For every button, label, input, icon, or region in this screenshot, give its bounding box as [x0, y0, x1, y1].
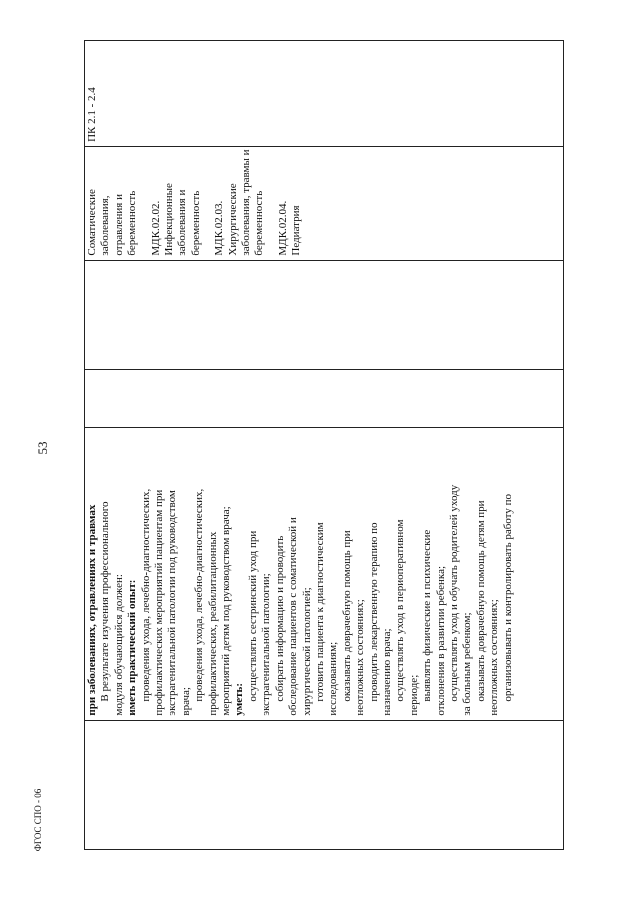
- requirements-cell: [85, 427, 564, 720]
- text-line: осуществлять сестринский уход при: [246, 530, 259, 702]
- text-line: оказывать доврачебную помощь при: [340, 530, 353, 702]
- text-line: осуществлять уход и обучать родителей уходу: [447, 484, 460, 702]
- mdk-cell: [85, 146, 564, 260]
- text-line: выявлять физические и психические: [421, 529, 434, 702]
- text-line: В результате изучения профессионального: [99, 501, 112, 702]
- text-line: назначению врача;: [380, 628, 393, 716]
- text-line: организовывать и контролировать работу по: [501, 494, 514, 702]
- text-line: проведения ухода, лечебно-диагностических,: [193, 488, 206, 702]
- spacer: [203, 151, 213, 256]
- text-line: готовить пациента к диагностическим: [313, 522, 326, 702]
- text-line: проводить лекарственную терапию по: [367, 522, 380, 702]
- empty-cell-middle: [85, 260, 564, 370]
- text-line: неотложных состояниях;: [488, 599, 501, 716]
- spacer: [140, 151, 150, 256]
- mdk-line: беременность: [189, 190, 202, 256]
- competence-cell: [85, 41, 564, 147]
- spacer: [267, 151, 277, 256]
- mdk-line: МДК.02.04.: [276, 200, 289, 256]
- text-line: хирургической патологией;: [300, 587, 313, 716]
- text-line: модуля обучающийся должен:: [112, 574, 125, 716]
- mdk-line: беременность: [126, 190, 139, 256]
- mdk-line: заболевания,: [99, 195, 112, 256]
- text-line: исследованиям;: [327, 641, 340, 716]
- empty-cell-left: [85, 720, 564, 849]
- mdk-line: заболевания, травмы и: [240, 149, 253, 256]
- competence-code: ПК 2.1 - 2.4: [86, 87, 98, 142]
- text-line: экстрагенитальной патологии под руководством: [166, 490, 179, 716]
- mdk-line: Соматические: [86, 189, 98, 256]
- text-line: оказывать доврачебную помощь детям при: [474, 500, 487, 702]
- text-line: за больным ребенком;: [461, 612, 474, 716]
- text-line: иметь практический опыт:: [126, 579, 139, 716]
- text-line: профилактических мероприятий пациентам при: [153, 489, 166, 716]
- text-line: проведения ухода, лечебно-диагностических,: [139, 488, 152, 702]
- mdk-line: заболевания и: [176, 189, 189, 256]
- mdk-line: МДК.02.03.: [213, 200, 226, 256]
- text-line: неотложных состояниях;: [354, 599, 367, 716]
- mdk-line: отравления и: [112, 194, 125, 256]
- text-line: профилактических, реабилитационных: [206, 531, 219, 716]
- text-line: отклонения в развитии ребенка;: [434, 565, 447, 716]
- text-line: осуществлять уход в периоперативном: [394, 519, 407, 702]
- page-number: 53: [35, 441, 50, 455]
- curriculum-table: [84, 40, 564, 850]
- mdk-line: МДК.02.02.: [149, 200, 162, 256]
- text-line: при заболеваниях, отравлениях и травмах: [86, 504, 98, 716]
- mdk-line: Инфекционные: [163, 183, 176, 256]
- text-line: врача;: [179, 687, 192, 716]
- mdk-line: Хирургические: [226, 183, 239, 256]
- table-row: [85, 41, 564, 850]
- rotated-table-sheet: [84, 40, 564, 850]
- empty-cell-hours: [85, 370, 564, 428]
- footer-code: ФГОС СПО - 06: [33, 788, 43, 852]
- text-line: мероприятий детям под руководством врача;: [220, 506, 233, 716]
- mdk-line: Педиатрия: [290, 205, 303, 256]
- text-line: уметь:: [233, 683, 246, 716]
- mdk-line: беременность: [253, 190, 266, 256]
- text-line: собирать информацию и проводить: [273, 535, 286, 702]
- text-line: обследование пациентов с соматической и: [287, 517, 300, 716]
- text-line: экстрагенитальной патологии;: [260, 573, 273, 716]
- text-line: периоде;: [407, 674, 420, 716]
